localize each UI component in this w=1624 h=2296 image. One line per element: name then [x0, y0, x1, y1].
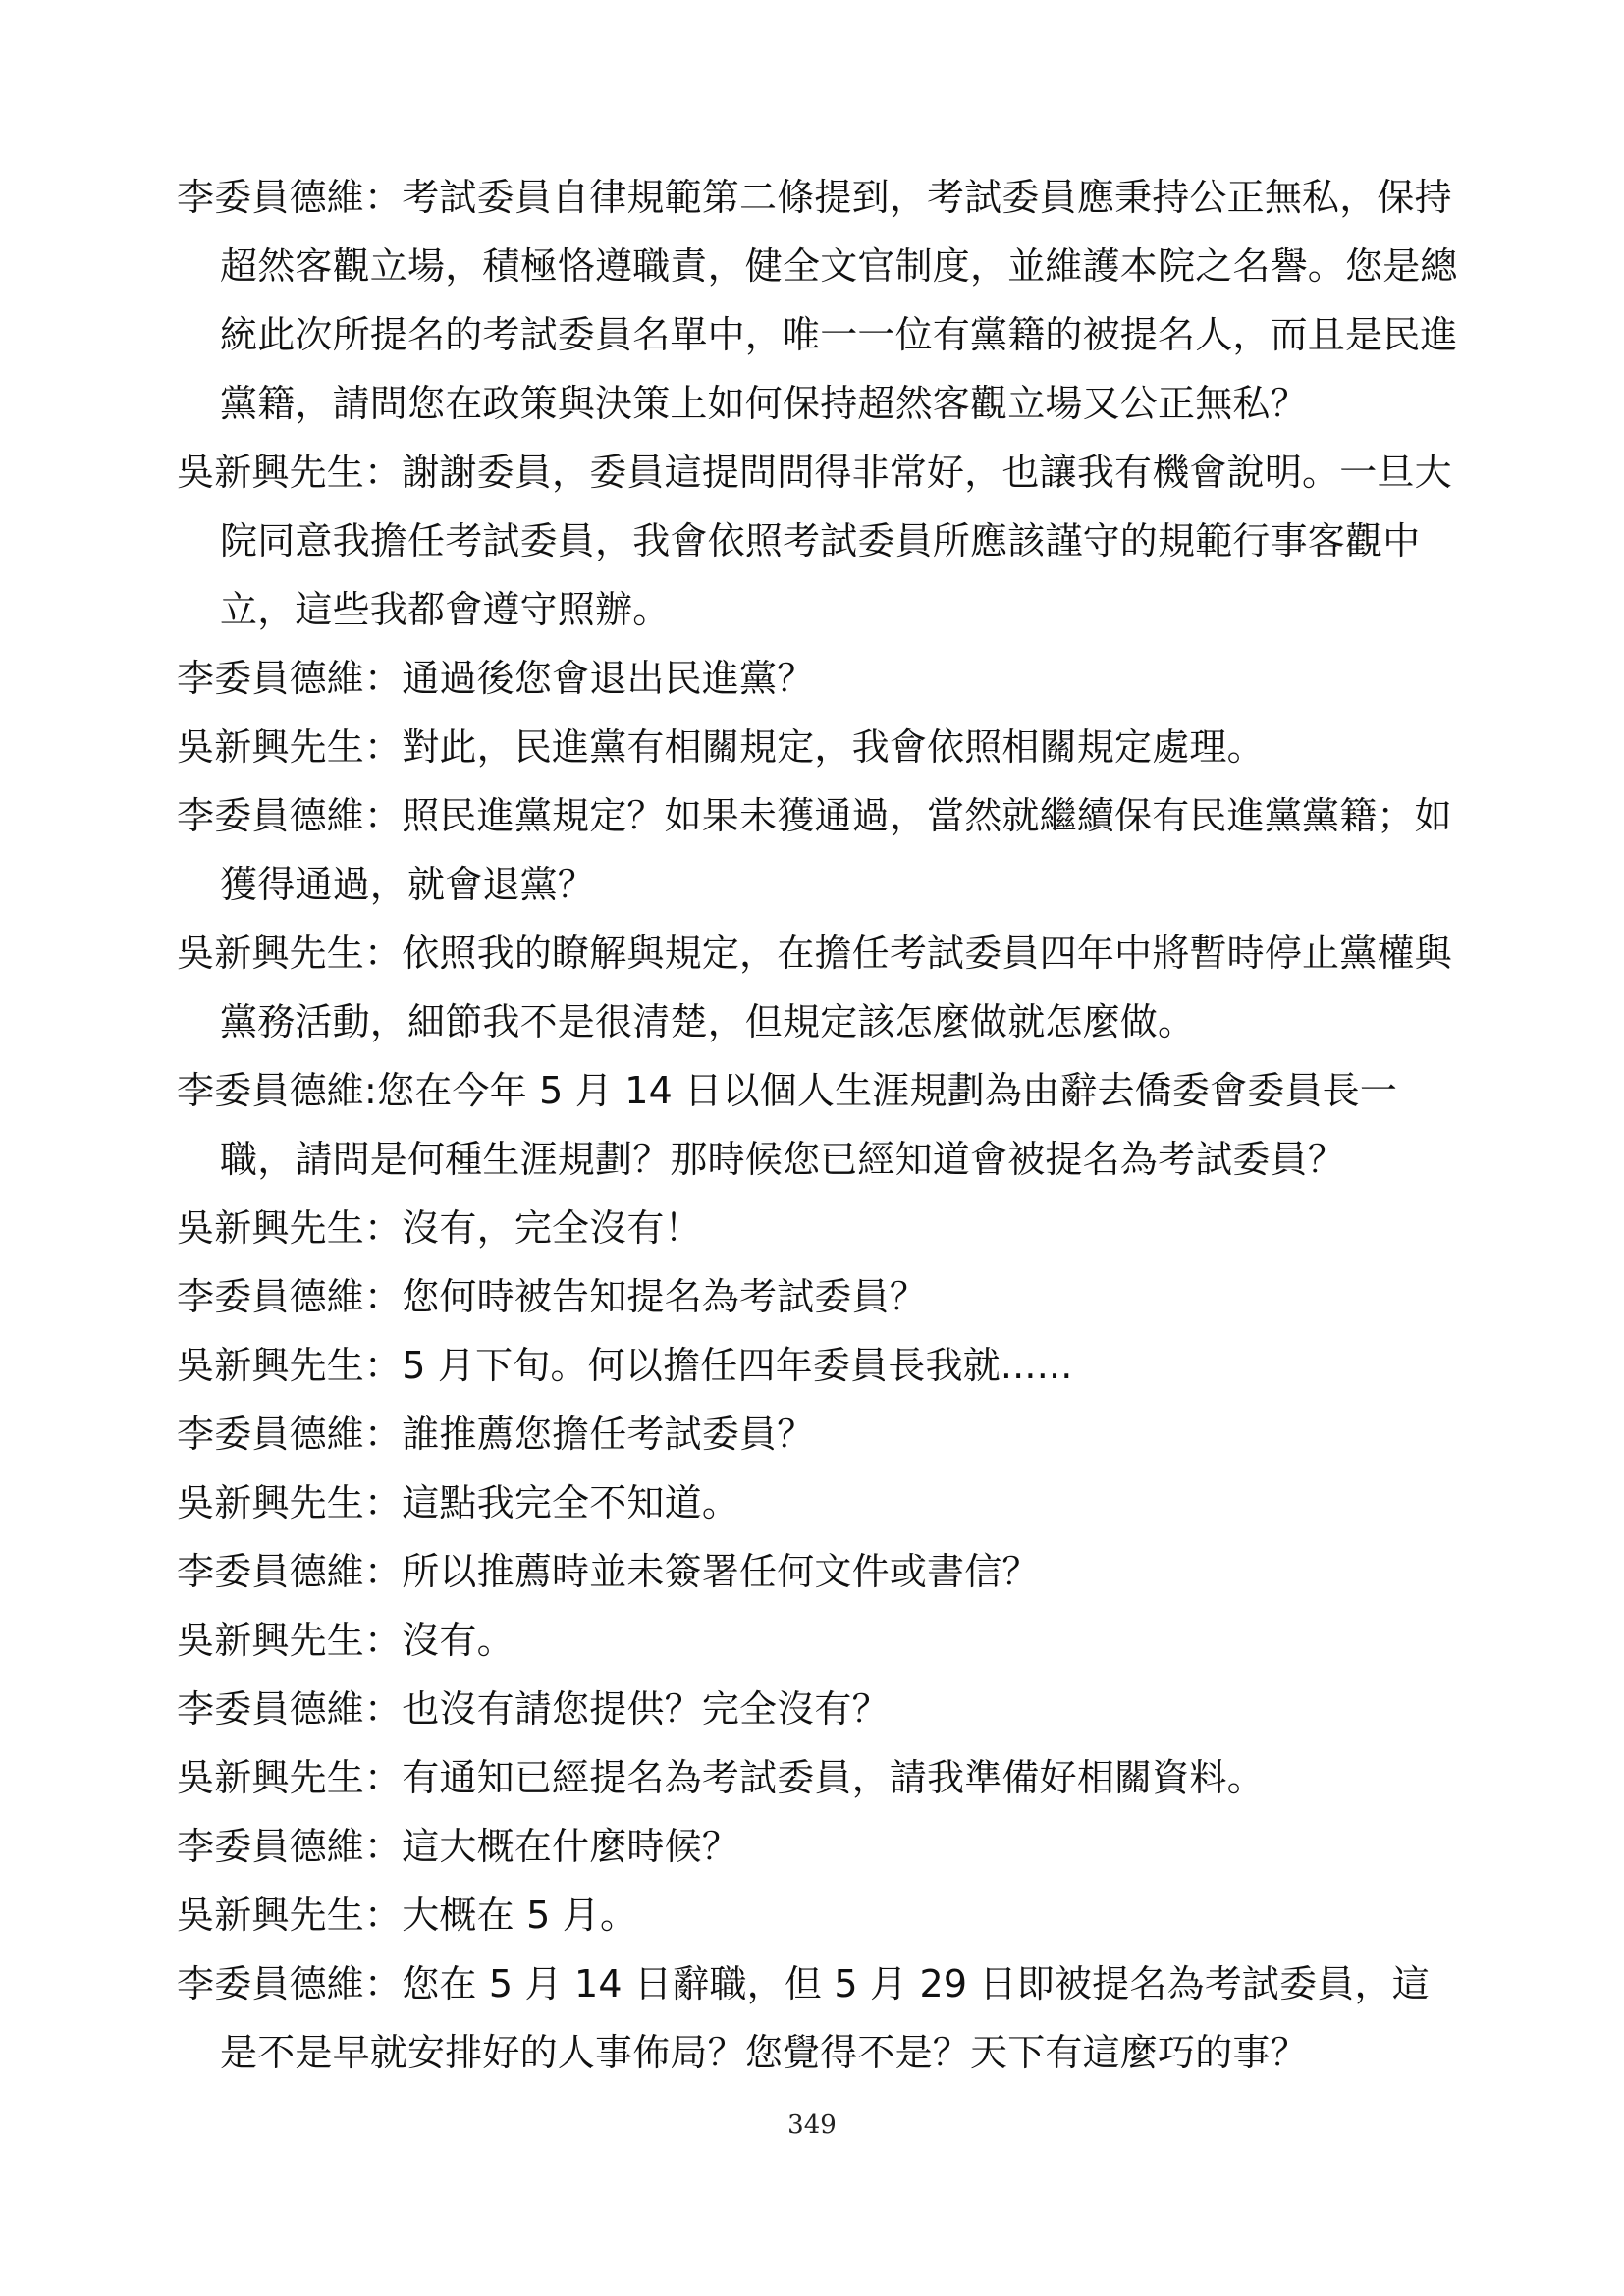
- speaker-separator: ：: [364, 1275, 403, 1318]
- speaker-separator: ：: [364, 1756, 403, 1799]
- entry-text: 這點我完全不知道。: [402, 1481, 740, 1524]
- speaker-separator: ：: [364, 657, 403, 700]
- speaker-separator: ：: [364, 1825, 403, 1868]
- transcript-entry: [177, 1056, 1459, 1194]
- transcript-entry: [177, 1400, 1459, 1468]
- transcript-entry: [177, 713, 1459, 781]
- speaker-name: 吳新興先生: [177, 1894, 365, 1937]
- speaker-name: 吳新興先生: [177, 451, 365, 494]
- entry-text: 依照我的瞭解與規定，在擔任考試委員四年中將暫時停止黨權與黨務活動，細節我不是很清楚，但規定該怎麼做就怎麼做。: [220, 932, 1452, 1043]
- transcript-entry: [177, 919, 1459, 1056]
- speaker-separator: ：: [364, 932, 403, 975]
- speaker-separator: ：: [364, 1413, 403, 1456]
- entry-text: 考試委員自律規範第二條提到，考試委員應秉持公正無私，保持超然客觀立場，積極恪遵職責，健全文官制度，並維護本院之名譽。您是總統此次所提名的考試委員名單中，唯一一位有黨籍的被提名人，而且是民進黨籍，請問您在政策與決策上如何保持超然客觀立場又公正無私？: [220, 176, 1458, 425]
- entry-text: 有通知已經提名為考試委員，請我準備好相關資料。: [402, 1756, 1265, 1799]
- speaker-name: 吳新興先生: [177, 1206, 365, 1250]
- entry-text: 也沒有請您提供？完全沒有？: [402, 1687, 890, 1731]
- entry-text: 您在 5 月 14 日辭職，但 5 月 29 日即被提名為考試委員，這是不是早就安排好的人事佈局？您覺得不是？天下有這麼巧的事？: [220, 1962, 1430, 2074]
- speaker-name: 李委員德維: [177, 176, 365, 219]
- transcript-entry: [177, 1606, 1459, 1675]
- entry-text: 大概在 5 月。: [402, 1894, 638, 1937]
- speaker-name: 吳新興先生: [177, 1344, 365, 1387]
- speaker-separator: ：: [364, 725, 403, 769]
- speaker-separator: ：: [364, 794, 403, 837]
- speaker-separator: ：: [364, 1344, 403, 1387]
- speaker-separator: ：: [364, 1206, 403, 1250]
- speaker-name: 李委員德維: [177, 1962, 365, 2005]
- speaker-name: 吳新興先生: [177, 1619, 365, 1662]
- transcript-entry: [177, 1949, 1459, 2087]
- page-number: 349: [787, 2110, 837, 2140]
- speaker-name: 吳新興先生: [177, 932, 365, 975]
- transcript-entry: [177, 163, 1459, 438]
- speaker-name: 李委員德維: [177, 1275, 365, 1318]
- speaker-separator: ：: [364, 176, 403, 219]
- speaker-separator: ：: [364, 1894, 403, 1937]
- entry-text: 您在今年 5 月 14 日以個人生涯規劃為由辭去僑委會委員長一職，請問是何種生涯規劃？那時候您已經知道會被提名為考試委員？: [220, 1069, 1398, 1181]
- speaker-name: 吳新興先生: [177, 1481, 365, 1524]
- speaker-name: 李委員德維: [177, 794, 365, 837]
- entry-text: 您何時被告知提名為考試委員？: [402, 1275, 928, 1318]
- speaker-name: 李委員德維: [177, 657, 365, 700]
- speaker-separator: ：: [364, 1481, 403, 1524]
- speaker-separator: ：: [364, 1962, 403, 2005]
- entry-text: 這大概在什麼時候？: [402, 1825, 740, 1868]
- speaker-name: 李委員德維: [177, 1687, 365, 1731]
- speaker-separator: ：: [364, 1550, 403, 1593]
- transcript-entry: [177, 1881, 1459, 1949]
- entry-text: 對此，民進黨有相關規定，我會依照相關規定處理。: [402, 725, 1265, 769]
- transcript-entry: [177, 1743, 1459, 1812]
- transcript-entry: [177, 1262, 1459, 1331]
- speaker-separator: :: [364, 1069, 378, 1112]
- entry-text: 所以推薦時並未簽署任何文件或書信？: [402, 1550, 1040, 1593]
- transcript-entry: [177, 438, 1459, 644]
- transcript: [177, 163, 1459, 2087]
- entry-text: 謝謝委員，委員這提問問得非常好，也讓我有機會說明。一旦大院同意我擔任考試委員，我會依照考試委員所應該謹守的規範行事客觀中立，這些我都會遵守照辦。: [220, 451, 1452, 631]
- speaker-separator: ：: [364, 1619, 403, 1662]
- entry-text: 照民進黨規定？如果未獲通過，當然就繼續保有民進黨黨籍；如獲得通過，就會退黨？: [220, 794, 1452, 906]
- transcript-entry: [177, 1331, 1459, 1400]
- transcript-entry: [177, 1675, 1459, 1743]
- transcript-entry: [177, 1537, 1459, 1606]
- transcript-entry: [177, 644, 1459, 713]
- entry-text: 5 月下旬。何以擔任四年委員長我就......: [402, 1344, 1073, 1387]
- transcript-entry: [177, 1812, 1459, 1881]
- transcript-entry: [177, 781, 1459, 919]
- entry-text: 沒有，完全沒有！: [402, 1206, 702, 1250]
- transcript-entry: [177, 1194, 1459, 1262]
- speaker-name: 李委員德維: [177, 1413, 365, 1456]
- speaker-name: 吳新興先生: [177, 1756, 365, 1799]
- speaker-name: 李委員德維: [177, 1825, 365, 1868]
- entry-text: 通過後您會退出民進黨？: [402, 657, 815, 700]
- speaker-name: 李委員德維: [177, 1550, 365, 1593]
- speaker-name: 李委員德維: [177, 1069, 365, 1112]
- speaker-separator: ：: [364, 1687, 403, 1731]
- speaker-name: 吳新興先生: [177, 725, 365, 769]
- entry-text: 沒有。: [402, 1619, 514, 1662]
- entry-text: 誰推薦您擔任考試委員？: [402, 1413, 815, 1456]
- transcript-entry: [177, 1468, 1459, 1537]
- speaker-separator: ：: [364, 451, 403, 494]
